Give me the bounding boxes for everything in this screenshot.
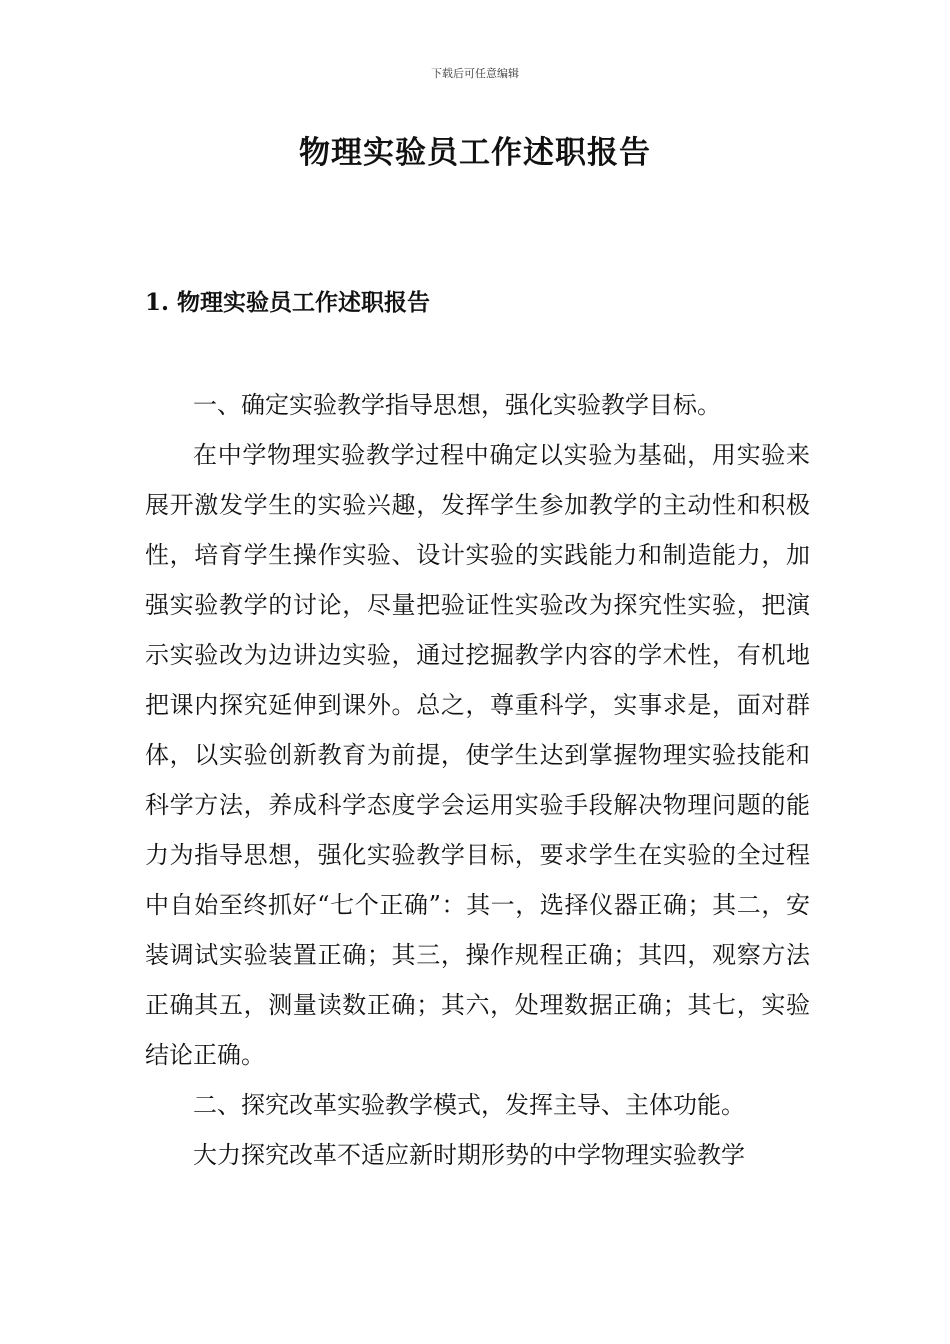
- header-note: 下载后可任意编辑: [431, 67, 519, 80]
- section-heading: 1. 物理实验员工作述职报告: [145, 289, 431, 316]
- document-title: 物理实验员工作述职报告: [299, 135, 651, 171]
- paragraph-section-two-heading: 二、探究改革实验教学模式，发挥主导、主体功能。: [193, 1091, 745, 1119]
- paragraph-section-two-body: 大力探究改革不适应新时期形势的中学物理实验教学: [193, 1141, 745, 1169]
- body-text: [145, 380, 810, 1180]
- paragraph-section-one-heading: 一、确定实验教学指导思想，强化实验教学目标。: [193, 391, 721, 419]
- paragraph-section-one-body: 在中学物理实验教学过程中确定以实验为基础，用实验来展开激发学生的实验兴趣，发挥学生参加教学的主动性和积极性，培育学生操作实验、设计实验的实践能力和制造能力，加强实验教学的讨论，尽量把验证性实验改为探究性实验，把演示实验改为边讲边实验，通过挖掘教学内容的学术性，有机地把课内探究延伸到课外。总之，尊重科学，实事求是，面对群体，以实验创新教育为前提，使学生达到掌握物理实验技能和科学方法，养成科学态度学会运用实验手段解决物理问题的能力为指导思想，强化实验教学目标，要求学生在实验的全过程中自始至终抓好“七个正确”：其一，选择仪器正确；其二，安装调试实验装置正确；其三，操作规程正确；其四，观察方法正确其五，测量读数正确；其六，处理数据正确；其七，实验结论正确。: [145, 441, 810, 1069]
